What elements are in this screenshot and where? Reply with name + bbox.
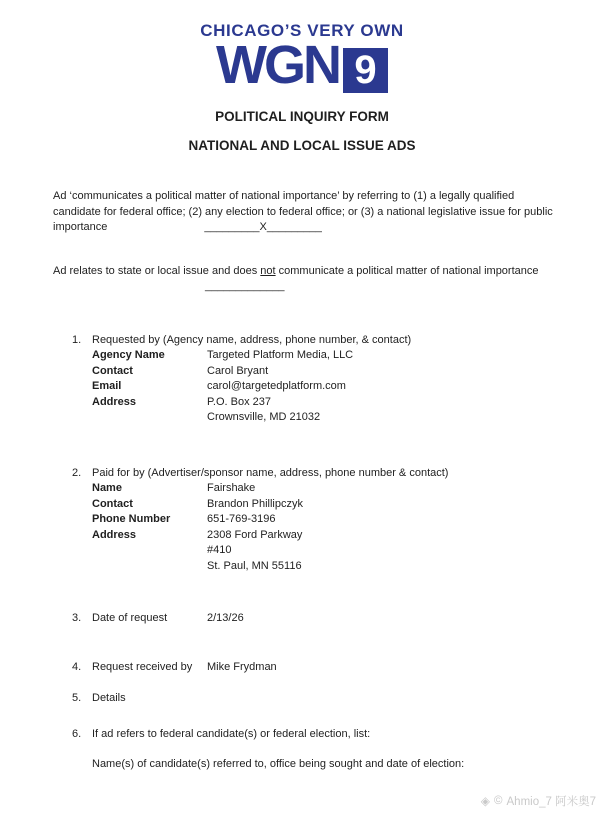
- field-label: Address: [92, 528, 137, 541]
- logo-channel-badge: 9: [343, 48, 388, 93]
- paragraph-national-line2: candidate for federal office; (2) any election to federal office; or (3) a national legislative issue for public: [53, 205, 553, 218]
- item-label: Paid for by (Advertiser/sponsor name, address, phone number & contact): [92, 466, 449, 479]
- paragraph-local-issue: [53, 264, 568, 295]
- logo-callsign: WGN: [216, 35, 339, 95]
- paragraph-national-line3-text: importance: [53, 221, 108, 233]
- paragraph-local-pre: Ad relates to state or local issue and does: [53, 264, 261, 277]
- field-row: [92, 379, 604, 395]
- field-label: Phone Number: [92, 513, 171, 525]
- item-label: Details: [92, 692, 126, 704]
- item-number: 6.: [72, 727, 82, 740]
- field-row: [92, 528, 604, 544]
- field-value: Fairshake: [207, 482, 256, 494]
- watermark-copyright-icon: ©: [494, 795, 503, 807]
- field-row: [92, 364, 604, 380]
- form-subtitle: NATIONAL AND LOCAL ISSUE ADS: [188, 138, 416, 153]
- field-value: St. Paul, MN 55116: [207, 559, 302, 572]
- field-value: Carol Bryant: [207, 364, 269, 377]
- item-label: Date of request: [92, 612, 168, 624]
- field-label: Address: [92, 395, 137, 408]
- field-row: [92, 543, 604, 559]
- field-value: 651-769-3196: [207, 513, 276, 525]
- paragraph-local-post: communicate a political matter of national importance: [275, 264, 539, 277]
- list-item-details: [72, 691, 604, 707]
- list-item-requested-by: [72, 333, 604, 426]
- list-item-request-received-by: [72, 660, 604, 676]
- field-value: Targeted Platform Media, LLC: [207, 349, 354, 361]
- form-title: POLITICAL INQUIRY FORM: [215, 109, 389, 124]
- field-label: Contact: [92, 497, 133, 510]
- item-number: 4.: [72, 660, 82, 673]
- paragraph-national-importance: [53, 189, 568, 236]
- field-label: [92, 410, 207, 426]
- candidate-names-prompt: Name(s) of candidate(s) referred to, office being sought and date of election:: [92, 758, 465, 770]
- national-answer-line: _________X_________: [204, 221, 322, 233]
- wgn9-logo: [0, 0, 604, 93]
- field-row: [92, 348, 604, 364]
- paragraph-local-not: not: [260, 264, 276, 277]
- item-number: 2.: [72, 466, 82, 479]
- item-number: 5.: [72, 692, 82, 704]
- field-row: [92, 410, 604, 426]
- item-number: 3.: [72, 612, 82, 624]
- logo-tagline: CHICAGO’S VERY OWN: [200, 21, 404, 40]
- field-label: [92, 543, 207, 559]
- field-label: Agency Name: [92, 349, 165, 361]
- field-label: Contact: [92, 364, 133, 377]
- logo-callsign-row: [0, 35, 604, 95]
- paragraph-local-line1: [53, 264, 568, 280]
- field-value: 2308 Ford Parkway: [207, 528, 303, 541]
- watermark-diamond-icon: ◈: [480, 794, 491, 808]
- field-label: [92, 559, 207, 575]
- list-item-federal-candidates: [72, 727, 604, 743]
- list-item-paid-for-by: [72, 466, 604, 575]
- paragraph-national-line1: Ad ‘communicates a political matter of national importance’ by referring to (1) a legally qualified: [53, 190, 515, 202]
- item-value: Mike Frydman: [207, 660, 277, 673]
- field-row: [92, 512, 604, 528]
- field-label: Name: [92, 482, 122, 494]
- field-value: Brandon Phillipczyk: [207, 497, 303, 510]
- field-value: carol@targetedplatform.com: [207, 380, 346, 392]
- field-row: [92, 481, 604, 497]
- list-item-date-of-request: [72, 611, 604, 627]
- field-row: [92, 395, 604, 411]
- item-value: 2/13/26: [207, 612, 244, 624]
- field-label: Email: [92, 380, 122, 392]
- paragraph-local-line2: [53, 279, 568, 295]
- item-number: 1.: [72, 333, 82, 346]
- item-label: Request received by: [92, 660, 193, 673]
- field-value: P.O. Box 237: [207, 395, 272, 408]
- field-row: [92, 559, 604, 575]
- field-value: Crownsville, MD 21032: [207, 411, 321, 423]
- field-row: [92, 497, 604, 513]
- item-label: If ad refers to federal candidate(s) or federal election, list:: [92, 727, 371, 740]
- watermark-text: Ahmio_7 阿米奥7: [506, 796, 596, 808]
- paragraph-national-line3: [53, 220, 568, 236]
- watermark: [481, 793, 596, 809]
- field-value: #410: [207, 544, 232, 556]
- item-label: Requested by (Agency name, address, phone number, & contact): [92, 333, 412, 346]
- local-answer-line: _____________: [205, 280, 285, 292]
